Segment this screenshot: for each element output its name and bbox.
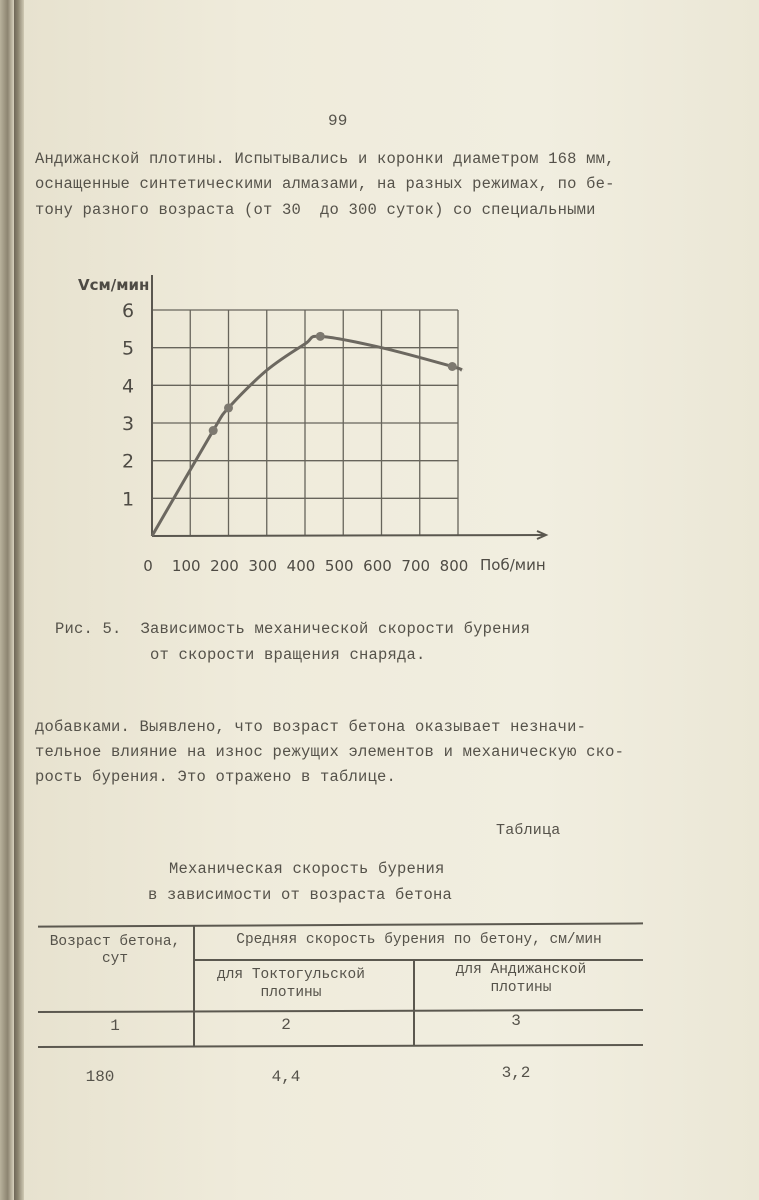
page-number: 99	[328, 112, 348, 130]
x-tick-label: 200	[210, 557, 239, 575]
paragraph-bottom-line-1: добавками. Выявлено, что возраст бетона оказывает незначи-	[35, 718, 587, 736]
x-axis	[152, 535, 545, 536]
header-age-line-2: сут	[101, 951, 129, 967]
data-point	[448, 362, 457, 371]
x-tick-label: 800	[439, 557, 469, 575]
x-tick-label: 0	[143, 557, 153, 575]
header-toktogul-line-2: плотины	[260, 985, 322, 1001]
header-group: Средняя скорость бурения по бетону, см/мин	[236, 932, 602, 948]
paragraph-top-line-3: тону разного возраста (от 30 до 300 суток) со специальными	[35, 201, 596, 219]
x-tick-label: 400	[286, 557, 316, 575]
table-title-line-2: в зависимости от возраста бетона	[148, 886, 453, 904]
x-tick-label: 300	[248, 557, 278, 575]
y-tick-label: 2	[121, 450, 135, 473]
x-tick-label: 600	[363, 557, 392, 575]
cell-toktogul-speed: 4,4	[271, 1068, 301, 1086]
y-tick-label: 3	[121, 413, 135, 435]
column-number-2: 2	[281, 1016, 291, 1034]
x-axis-label: Поб/мин	[480, 556, 546, 574]
cell-age: 180	[85, 1068, 115, 1086]
data-point	[209, 426, 218, 435]
x-tick-label: 500	[324, 557, 354, 575]
column-number-1: 1	[110, 1017, 120, 1035]
paragraph-bottom-line-3: рость бурения. Это отражено в таблице.	[35, 768, 397, 786]
table-label: Таблица	[496, 822, 561, 839]
y-tick-label: 1	[121, 488, 135, 511]
data-point	[316, 332, 325, 341]
y-tick-label: 4	[121, 375, 135, 398]
figure-caption-line-1: Рис. 5. Зависимость механической скорости бурения	[55, 620, 531, 638]
x-tick-labels	[143, 557, 468, 575]
chart-axes	[152, 275, 546, 539]
cell-andijan-speed: 3,2	[501, 1064, 531, 1082]
table-group-rule	[194, 959, 643, 961]
paragraph-top-line-1: Андижанской плотины. Испытывались и коронки диаметром 168 мм,	[35, 150, 615, 168]
data-point	[224, 403, 233, 412]
column-number-3: 3	[511, 1012, 521, 1030]
y-tick-label: 6	[121, 300, 135, 322]
x-tick-label: 100	[171, 557, 201, 575]
paragraph-bottom-line-2: тельное влияние на износ режущих элементов и механическую ско-	[35, 743, 625, 761]
table-vrule-2	[413, 960, 415, 1046]
y-tick-label: 5	[121, 337, 135, 360]
x-tick-label: 700	[401, 557, 431, 575]
header-andijan-line-2: плотины	[490, 980, 552, 996]
table-vrule-1	[193, 925, 195, 1046]
header-toktogul-line-1: для Токтогульской	[217, 967, 365, 983]
figure-caption-line-2: от скорости вращения снаряда.	[150, 646, 426, 664]
table-title-line-1: Механическая скорость бурения	[169, 860, 445, 878]
header-andijan-line-1: для Андижанской	[455, 962, 587, 978]
y-tick-labels	[122, 300, 134, 510]
header-age-line-1: Возраст бетона,	[49, 934, 181, 950]
data-curve	[152, 336, 462, 536]
y-axis-label: Vсм/мин	[78, 276, 150, 294]
paragraph-top-line-2: оснащенные синтетическими алмазами, на разных режимах, по бе-	[35, 175, 615, 193]
